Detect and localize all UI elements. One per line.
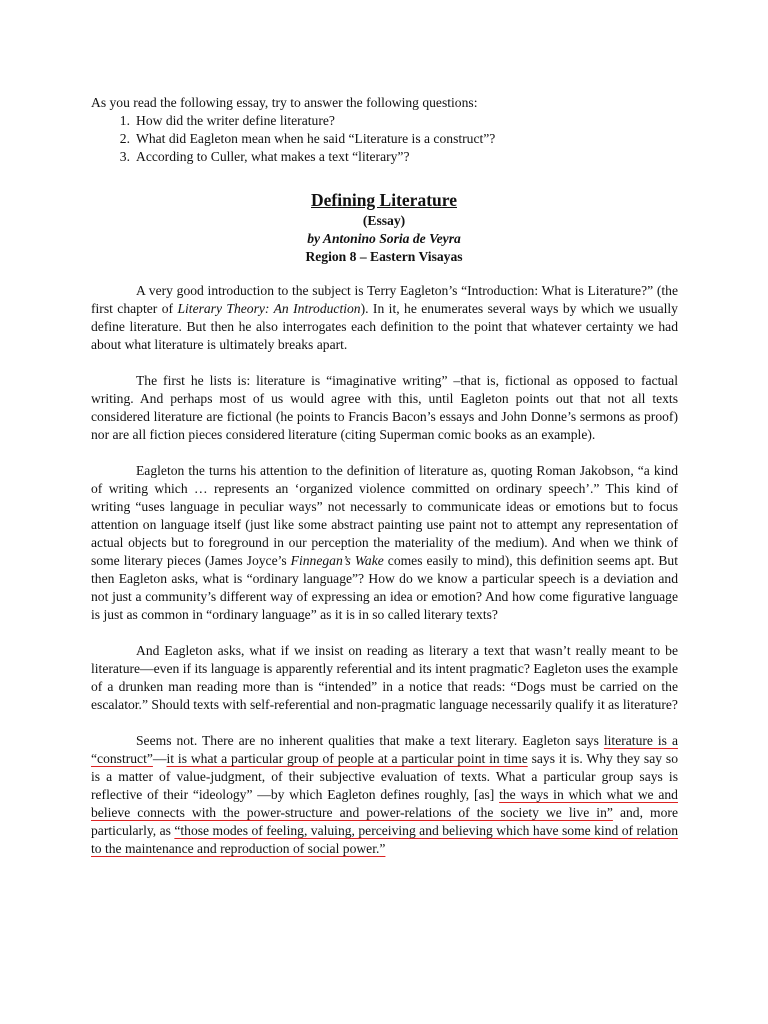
question-item [91,148,691,166]
paragraph-2 [91,372,678,444]
paragraph-4 [91,642,678,714]
question-item [91,130,691,148]
paragraph-text: comes easily to mind), this definition seems apt. But then Eagleton asks, what is “ordinary language”? How do we know a particular speech is a deviation and not just a community’s different way of expressing an idea or emotion? And how come figurative language is just as common in “ordinary language” as it is in so called literary texts? [91,553,679,622]
book-title: Finnegan’s Wake [290,553,384,568]
essay-genre: (Essay) [362,213,406,228]
essay-header [0,188,768,266]
essay-title: Defining Literature [311,190,457,210]
paragraph-5 [91,732,678,858]
question-item [91,112,691,130]
question-text: How did the writer define literature? [136,113,335,128]
underlined-text: “those modes of feeling, valuing, perceiving and believing which have some kind of relation to the maintenance and reproduction of social power.” [91,823,678,856]
paragraph-text: ). In it, he enumerates several ways by which we usually define literature. But then he also interrogates each definition to the point that whatever certainty we had about what literature is ultimately breaks apart. [91,301,678,352]
questions-prompt: As you read the following essay, try to answer the following questions: [91,95,478,110]
paragraph-text: — [152,751,167,766]
paragraph-text: Eagleton the turns his attention to the definition of literature as, quoting Roman Jakobson, “a kind of writing which … represents an ‘organized violence committed on ordinary speech’.” This kind of writing “uses language in peculiar ways” not necessarly to communicate ideas or emotions but to focus attention on language itself (just like some abstract painting use paint not to attempt any representation of actual objects but to foreground in our perception the materiality of the medium). And when we think of some literary pieces (James Joyce’s [91,463,678,568]
question-text: According to Culler, what makes a text “literary”? [136,149,410,164]
book-title: Literary Theory: An Introduction [177,301,361,316]
question-number: 1. [119,113,130,128]
paragraph-3 [91,462,678,624]
underlined-text: literature is a “construct” [91,733,678,766]
paragraph-1 [91,282,678,354]
underlined-text: the ways in which what we and believe connects with the power-structure and power-relations of the society we live in” [91,787,678,820]
question-number: 3. [119,149,130,164]
reading-questions [91,94,691,166]
underlined-text: it is what a particular group of people at a particular point in time [166,751,528,766]
paragraph-text: And Eagleton asks, what if we insist on reading as literary a text that wasn’t really meant to be literature—even if its language is apparently referential and its intent pragmatic? Eagleton uses the example of a drunken man reading more than is “intended” in a notice that reads: “Dogs must be carried on the escalator.” Should texts with self-referential and non-pragmatic language necessarily qualify it as literature? [91,643,678,712]
paragraph-text: A very good introduction to the subject is Terry Eagleton’s “Introduction: What is Literature?” (the first chapter of [91,283,678,316]
essay-region: Region 8 – Eastern Visayas [305,249,463,264]
paragraph-text: says it is. Why they say so is a matter of value-judgment, of their subjective evaluation of texts. What a particular group says is reflective of their “ideology” —by which Eagleton defines roughly, [as] [91,751,678,802]
question-number: 2. [119,131,130,146]
essay-body [91,282,678,876]
question-text: What did Eagleton mean when he said “Literature is a construct”? [136,131,496,146]
paragraph-text: Seems not. There are no inherent qualities that make a text literary. Eagleton says [136,733,604,748]
paragraph-text: and, more particularly, as [91,805,678,838]
questions-list [91,112,691,166]
essay-author: by Antonino Soria de Veyra [307,231,461,246]
paragraph-text: The first he lists is: literature is “imaginative writing” –that is, fictional as opposed to factual writing. And perhaps most of us would agree with this, until Eagleton points out that not all texts considered literature are fictional (he points to Francis Bacon’s essays and John Donne’s sermons as proof) nor are all fiction pieces considered literature (citing Superman comic books as an example). [91,373,678,442]
